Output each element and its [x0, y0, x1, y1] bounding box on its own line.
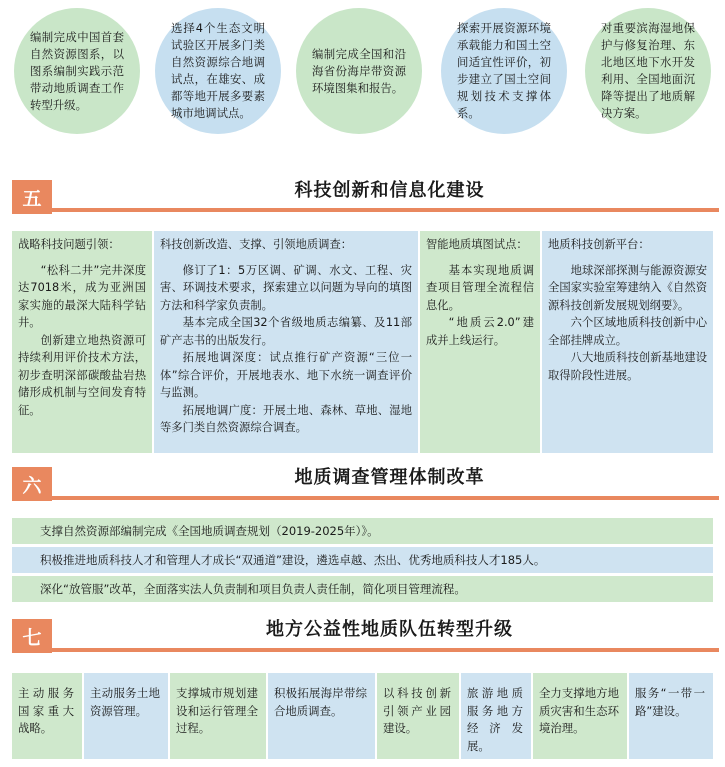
column-heading: 地质科技创新平台：	[548, 238, 650, 251]
section-title-5: 科技创新和信息化建设	[294, 180, 485, 201]
circle-ecological-pilot	[155, 8, 281, 134]
circle-coastal-atlas	[296, 8, 422, 134]
column-innovation-platform	[542, 231, 713, 453]
transformation-item: 主动服务国家重大战略。	[12, 673, 82, 759]
section-divider	[52, 208, 719, 212]
circle-text: 编制完成中国首套自然资源图系，以图系编制实践示范带动地质调查工作转型升级。	[30, 29, 124, 112]
column-smart-mapping	[420, 231, 540, 453]
circle-text: 编制完成全国和沿海省份海岸带资源环境图集和报告。	[312, 46, 406, 95]
column-paragraph: 基本完成全国32个省级地质志编纂、及11部矿产志书的出版发行。	[160, 316, 412, 347]
column-paragraph: 六个区域地质科技创新中心全部挂牌成立。	[548, 316, 707, 347]
column-paragraph: 拓展地调深度：试点推行矿产资源“三位一体”综合评价，开展地表水、地下水统一调查评价与监测。	[160, 351, 412, 399]
circle-geo-map-series	[14, 8, 140, 134]
section-number-5: 五	[12, 180, 52, 214]
section-title-6: 地质调查管理体制改革	[294, 467, 485, 488]
section-number-7: 七	[12, 619, 52, 653]
column-paragraph: “松科二井”完井深度达7018米，成为亚洲国家实施的最深大陆科学钻井。	[18, 263, 146, 329]
column-paragraph: 拓展地调广度：开展土地、森林、草地、湿地等多门类自然资源综合调查。	[160, 403, 412, 434]
circle-wetland-solutions	[585, 8, 711, 134]
column-paragraph: 八大地质科技创新基地建设取得阶段性进展。	[548, 351, 707, 382]
transformation-item: 以科技创新引领产业园建设。	[377, 673, 459, 759]
column-heading: 智能地质填图试点：	[426, 238, 528, 251]
transformation-item: 支撑城市规划建设和运行管理全过程。	[170, 673, 266, 759]
transformation-item: 主动服务土地资源管理。	[84, 673, 168, 759]
section-divider	[52, 496, 719, 500]
column-paragraph: “地质云2.0”建成并上线运行。	[426, 316, 534, 347]
transformation-item: 积极拓展海岸带综合地质调查。	[268, 673, 375, 759]
column-heading: 科技创新改造、支撑、引领地质调查：	[160, 238, 353, 251]
transformation-item: 旅游地质服务地方经济发展。	[461, 673, 531, 759]
circle-text: 选择4个生态文明试验区开展多门类自然资源综合地调试点，在雄安、成都等地开展多要素城市地调试点。	[171, 21, 265, 120]
column-tech-innovation	[154, 231, 418, 453]
column-paragraph: 基本实现地质调查项目管理全流程信息化。	[426, 263, 534, 312]
reform-item: 积极推进地质科技人才和管理人才成长“双通道”建设，遴选卓越、杰出、优秀地质科技人才185人。	[12, 547, 713, 573]
transformation-item: 全力支撑地方地质灾害和生态环境治理。	[533, 673, 627, 759]
section-title-7: 地方公益性地质队伍转型升级	[266, 619, 513, 640]
reform-item: 支撑自然资源部编制完成《全国地质调查规划（2019-2025年）》。	[12, 518, 713, 544]
column-paragraph: 创新建立地热资源可持续利用评价技术方法，初步查明深部碳酸盐岩热储形成机制与空间发育特征。	[18, 333, 146, 417]
column-paragraph: 修订了1：5万区调、矿调、水文、工程、灾害、环调技术要求，探索建立以问题为导向的填图方法和科学家负责制。	[160, 263, 412, 312]
circle-text: 探索开展资源环境承载能力和国土空间适宜性评价，初步建立了国土空间规划技术支撑体系。	[457, 21, 551, 120]
reform-item: 深化“放管服”改革，全面落实法人负责制和项目负责人责任制，简化项目管理流程。	[12, 576, 713, 602]
transformation-item: 服务“一带一路”建设。	[629, 673, 713, 759]
section-number-6: 六	[12, 467, 52, 501]
circle-text: 对重要滨海湿地保护与修复治理、东北地区地下水开发利用、全国地面沉降等提出了地质解决方案。	[601, 21, 695, 120]
column-paragraph: 地球深部探测与能源资源安全国家实验室筹建纳入《自然资源科技创新发展规划纲要》。	[548, 263, 707, 312]
circle-carrying-capacity	[441, 8, 567, 134]
section-divider	[52, 648, 719, 652]
column-strategic-science	[12, 231, 152, 453]
column-heading: 战略科技问题引领：	[18, 238, 120, 251]
